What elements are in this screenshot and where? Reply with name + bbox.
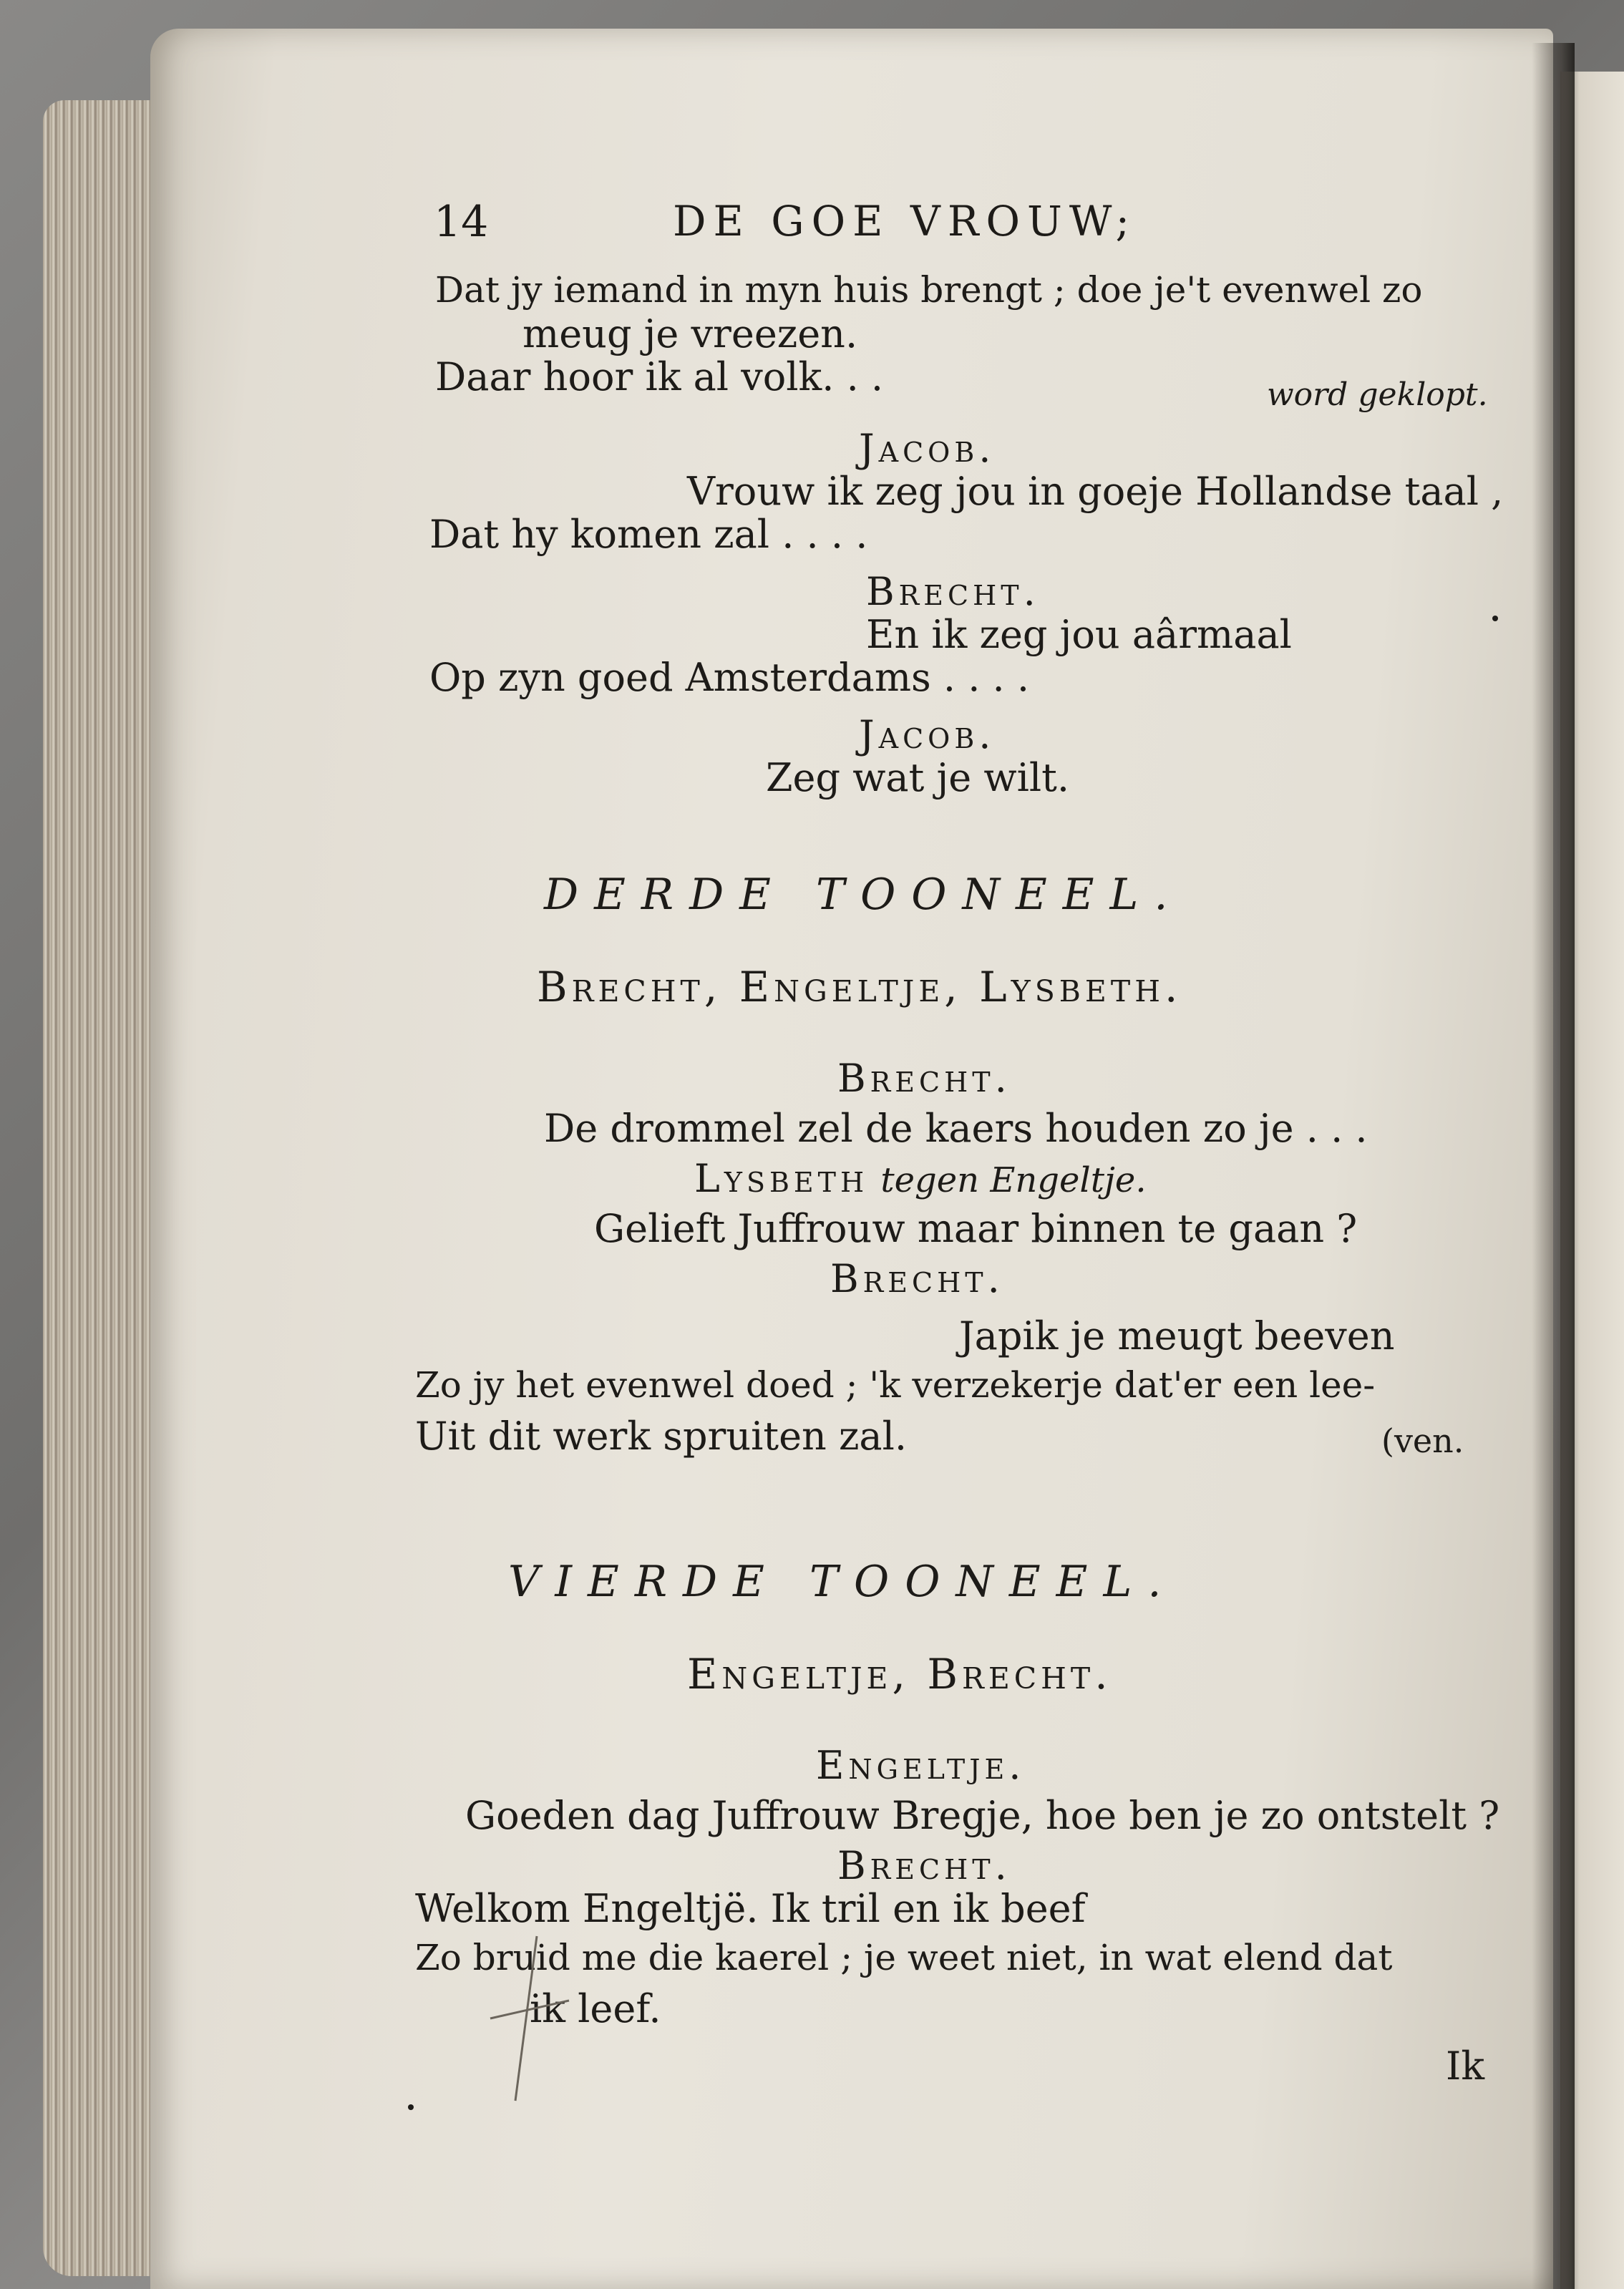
ink-dot [408, 2104, 414, 2110]
text-line: Dat hy komen zal . . . . [429, 512, 868, 557]
text-line: Zo bruid me die kaerel ; je weet niet, in wat elend dat [415, 1937, 1393, 1978]
catchword: Ik [1446, 2043, 1485, 2089]
text-line: En ik zeg jou aârmaal [866, 612, 1292, 657]
cast-list: Brecht, Engeltje, Lysbeth. [537, 963, 1182, 1011]
text-line: ik leef. [530, 1986, 661, 2031]
text-line: De drommel zel de kaers houden zo je . . . [544, 1106, 1368, 1151]
speaker-name: Jacob. [859, 712, 996, 757]
text-line: Op zyn goed Amsterdams . . . . [429, 655, 1030, 700]
page-number: 14 [434, 197, 489, 247]
running-head: DE GOE VROUW; [673, 197, 1137, 246]
stage-direction: word geklopt. [1267, 376, 1488, 413]
speaker-name: Brecht. [837, 1056, 1011, 1101]
speaker-name: Engeltje. [816, 1743, 1026, 1788]
speaker-name: Jacob. [859, 426, 996, 471]
speaker-name: Lysbeth [694, 1156, 869, 1201]
text-line: Zeg wat je wilt. [766, 755, 1069, 800]
cast-list: Engeltje, Brecht. [687, 1650, 1112, 1698]
speaker-name: Brecht. [866, 569, 1040, 614]
text-line: meug je vreezen. [522, 311, 858, 356]
text-line: Dat jy iemand in myn huis brengt ; doe je't evenwel zo [435, 269, 1423, 311]
scene-heading: DERDE TOONEEL. [544, 870, 1184, 920]
text-line: Daar hoor ik al volk. . . [435, 354, 884, 399]
speaker-name: Brecht. [837, 1843, 1011, 1888]
book-page [150, 29, 1553, 2289]
stage-direction: tegen Engeltje. [880, 1160, 1147, 1200]
turnover-text: (ven. [1381, 1421, 1464, 1460]
text-line: Vrouw ik zeg jou in goeje Hollandse taal , [687, 469, 1504, 514]
speaker-direction-line [694, 1156, 1147, 1201]
text-line: Uit dit werk spruiten zal. [415, 1414, 908, 1459]
text-line: Gelieft Juffrouw maar binnen te gaan ? [594, 1206, 1358, 1251]
text-line: Zo jy het evenwel doed ; 'k verzekerje dat'er een lee- [415, 1364, 1376, 1406]
scene-heading: VIERDE TOONEEL. [508, 1557, 1177, 1607]
ink-dot [1492, 616, 1498, 621]
pencil-cross-mark [487, 1933, 573, 2104]
text-line: Welkom Engeltjë. Ik tril en ik beef [415, 1886, 1086, 1931]
text-line: Japik je meugt beeven [959, 1313, 1395, 1359]
text-line: Goeden dag Juffrouw Bregje, hoe ben je zo ontstelt ? [465, 1793, 1500, 1838]
speaker-name: Brecht. [830, 1256, 1004, 1301]
spine-shadow [1532, 43, 1575, 2289]
